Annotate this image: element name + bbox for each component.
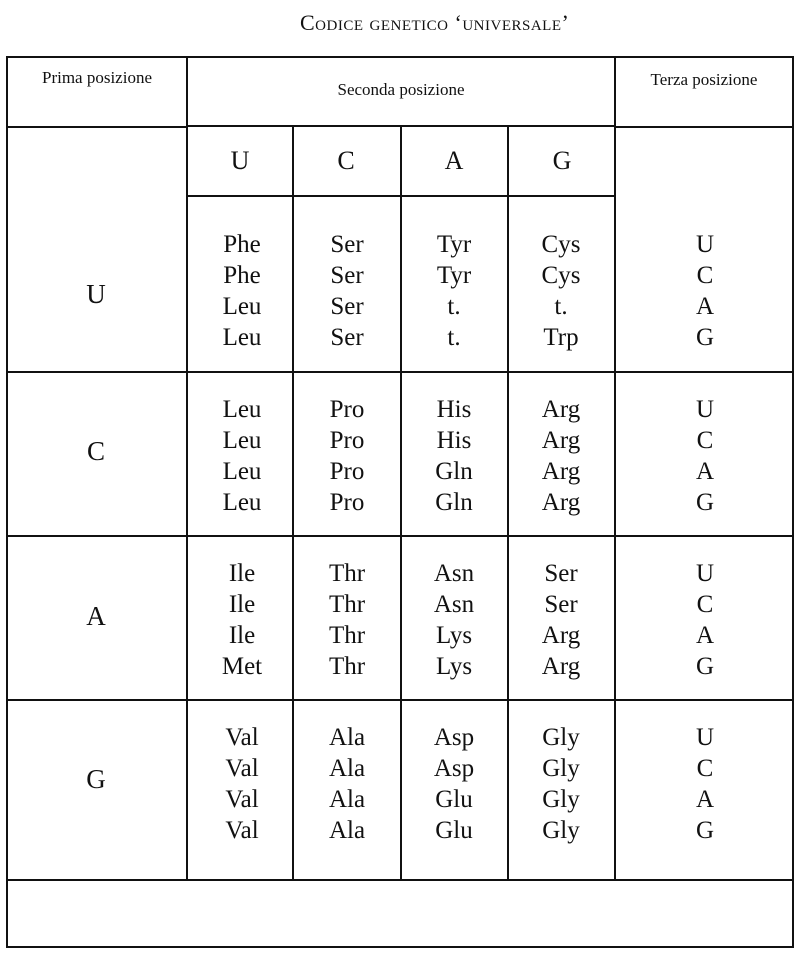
codon-ggu: Gly bbox=[542, 724, 580, 751]
header-third-position: Terza posizione bbox=[650, 70, 758, 89]
row-a-col-g bbox=[509, 558, 613, 682]
row-a-col-u bbox=[190, 558, 294, 682]
page-title bbox=[300, 10, 800, 36]
first-base-c: C bbox=[86, 436, 105, 466]
codon-aug: Met bbox=[221, 653, 263, 680]
codon-aga: Arg bbox=[541, 622, 581, 649]
row-a-col-a bbox=[402, 558, 506, 682]
codon-uuc: Phe bbox=[223, 262, 261, 289]
divider-bottom bbox=[6, 879, 794, 881]
codon-cag: Gln bbox=[435, 489, 473, 516]
codon-gau: Asp bbox=[433, 724, 475, 751]
codon-agu: Ser bbox=[544, 560, 578, 587]
codon-aau: Asn bbox=[433, 560, 475, 587]
third-base-u: U bbox=[695, 560, 715, 587]
codon-ucg: Ser bbox=[330, 324, 364, 351]
codon-ggc: Gly bbox=[542, 755, 580, 782]
row-u-col-u bbox=[190, 229, 294, 353]
first-base-g: G bbox=[86, 764, 106, 794]
header-first-position: Prima posizione bbox=[41, 68, 152, 87]
third-base-a: A bbox=[695, 458, 715, 485]
codon-ugc: Cys bbox=[541, 262, 581, 289]
codon-aaa: Lys bbox=[435, 622, 473, 649]
row-c-col-g bbox=[509, 394, 613, 518]
codon-cca: Pro bbox=[329, 458, 365, 485]
divider-col-u-c bbox=[292, 126, 294, 196]
third-base-a: A bbox=[695, 622, 715, 649]
codon-gcu: Ala bbox=[328, 724, 366, 751]
codon-ccc: Pro bbox=[329, 427, 365, 454]
row-g-col-a bbox=[402, 722, 506, 846]
codon-cuu: Leu bbox=[222, 396, 262, 423]
codon-auc: Ile bbox=[228, 591, 256, 618]
row-u-col-c bbox=[295, 229, 399, 353]
third-base-g: G bbox=[695, 324, 715, 351]
second-base-u: U bbox=[230, 146, 250, 175]
codon-uau: Tyr bbox=[436, 231, 472, 258]
codon-agg: Arg bbox=[541, 653, 581, 680]
header-second-position: Seconda posizione bbox=[337, 80, 465, 99]
codon-gga: Gly bbox=[542, 786, 580, 813]
codon-uag: t. bbox=[447, 324, 461, 351]
title-quote-close: ’ bbox=[561, 10, 570, 35]
codon-uug: Leu bbox=[222, 324, 262, 351]
row-g-col-c bbox=[295, 722, 399, 846]
codon-cau: His bbox=[436, 396, 472, 423]
third-base-u: U bbox=[695, 724, 715, 751]
codon-aag: Lys bbox=[435, 653, 473, 680]
codon-auu: Ile bbox=[228, 560, 256, 587]
row-u-col-g bbox=[509, 229, 613, 353]
codon-uaa: t. bbox=[447, 293, 461, 320]
third-base-a: A bbox=[695, 293, 715, 320]
row-g-col-u bbox=[190, 722, 294, 846]
third-base-g: G bbox=[695, 653, 715, 680]
codon-ugu: Cys bbox=[541, 231, 581, 258]
codon-caa: Gln bbox=[435, 458, 473, 485]
codon-cga: Arg bbox=[541, 458, 581, 485]
second-base-c: C bbox=[337, 146, 355, 175]
codon-ucc: Ser bbox=[330, 262, 364, 289]
codon-aca: Thr bbox=[328, 622, 366, 649]
third-base-u: U bbox=[695, 396, 715, 423]
codon-uuu: Phe bbox=[223, 231, 261, 258]
third-base-u: U bbox=[695, 231, 715, 258]
row-g-col-g bbox=[509, 722, 613, 846]
codon-acg: Thr bbox=[328, 653, 366, 680]
second-base-g: G bbox=[552, 146, 572, 175]
codon-gug: Val bbox=[225, 817, 259, 844]
codon-gcc: Ala bbox=[328, 755, 366, 782]
second-base-a: A bbox=[444, 146, 464, 175]
third-base-c: C bbox=[696, 755, 714, 782]
codon-gua: Val bbox=[225, 786, 259, 813]
codon-gac: Asp bbox=[433, 755, 475, 782]
codon-uua: Leu bbox=[222, 293, 262, 320]
codon-guu: Val bbox=[225, 724, 259, 751]
row-c-col-a bbox=[402, 394, 506, 518]
codon-cuc: Leu bbox=[222, 427, 262, 454]
row-a-col-c bbox=[295, 558, 399, 682]
codon-cac: His bbox=[436, 427, 472, 454]
divider-under-first-header bbox=[6, 126, 188, 128]
codon-ucu: Ser bbox=[330, 231, 364, 258]
row-c-col-c bbox=[295, 394, 399, 518]
divider-row-u bbox=[6, 371, 794, 373]
codon-ugg: Trp bbox=[543, 324, 579, 351]
row-u-col-a bbox=[402, 229, 506, 353]
third-base-c: C bbox=[696, 262, 714, 289]
divider-under-third-header bbox=[615, 126, 793, 128]
codon-gaa: Glu bbox=[435, 786, 473, 813]
third-bases-row-u bbox=[675, 229, 735, 353]
codon-cgu: Arg bbox=[541, 396, 581, 423]
codon-uca: Ser bbox=[330, 293, 364, 320]
third-base-g: G bbox=[695, 817, 715, 844]
third-bases-row-g bbox=[675, 722, 735, 846]
divider-third-col bbox=[614, 56, 616, 881]
codon-aua: Ile bbox=[228, 622, 256, 649]
codon-cug: Leu bbox=[222, 489, 262, 516]
codon-cgg: Arg bbox=[541, 489, 581, 516]
codon-gcg: Ala bbox=[328, 817, 366, 844]
codon-acc: Thr bbox=[328, 591, 366, 618]
divider-row-c bbox=[6, 535, 794, 537]
codon-acu: Thr bbox=[328, 560, 366, 587]
codon-ccg: Pro bbox=[329, 489, 365, 516]
title-main: Codice genetico bbox=[300, 10, 449, 35]
codon-guc: Val bbox=[225, 755, 259, 782]
third-base-c: C bbox=[696, 427, 714, 454]
third-base-g: G bbox=[695, 489, 715, 516]
first-base-a: A bbox=[86, 601, 106, 631]
third-base-c: C bbox=[696, 591, 714, 618]
third-bases-row-a bbox=[675, 558, 735, 682]
codon-ccu: Pro bbox=[329, 396, 365, 423]
divider-first-col bbox=[186, 56, 188, 881]
codon-cua: Leu bbox=[222, 458, 262, 485]
codon-agc: Ser bbox=[544, 591, 578, 618]
third-bases-row-c bbox=[675, 394, 735, 518]
row-c-col-u bbox=[190, 394, 294, 518]
codon-cgc: Arg bbox=[541, 427, 581, 454]
divider-col-c-a bbox=[400, 126, 402, 196]
codon-uga: t. bbox=[554, 293, 568, 320]
divider-col-a-g bbox=[507, 126, 509, 196]
codon-ggg: Gly bbox=[542, 817, 580, 844]
codon-aac: Asn bbox=[433, 591, 475, 618]
divider-row-a bbox=[6, 699, 794, 701]
title-quote-open: ‘ bbox=[454, 10, 463, 35]
title-sub: universale bbox=[462, 10, 562, 35]
codon-uac: Tyr bbox=[436, 262, 472, 289]
codon-gca: Ala bbox=[328, 786, 366, 813]
third-base-a: A bbox=[695, 786, 715, 813]
codon-gag: Glu bbox=[435, 817, 473, 844]
first-base-u: U bbox=[86, 279, 106, 309]
